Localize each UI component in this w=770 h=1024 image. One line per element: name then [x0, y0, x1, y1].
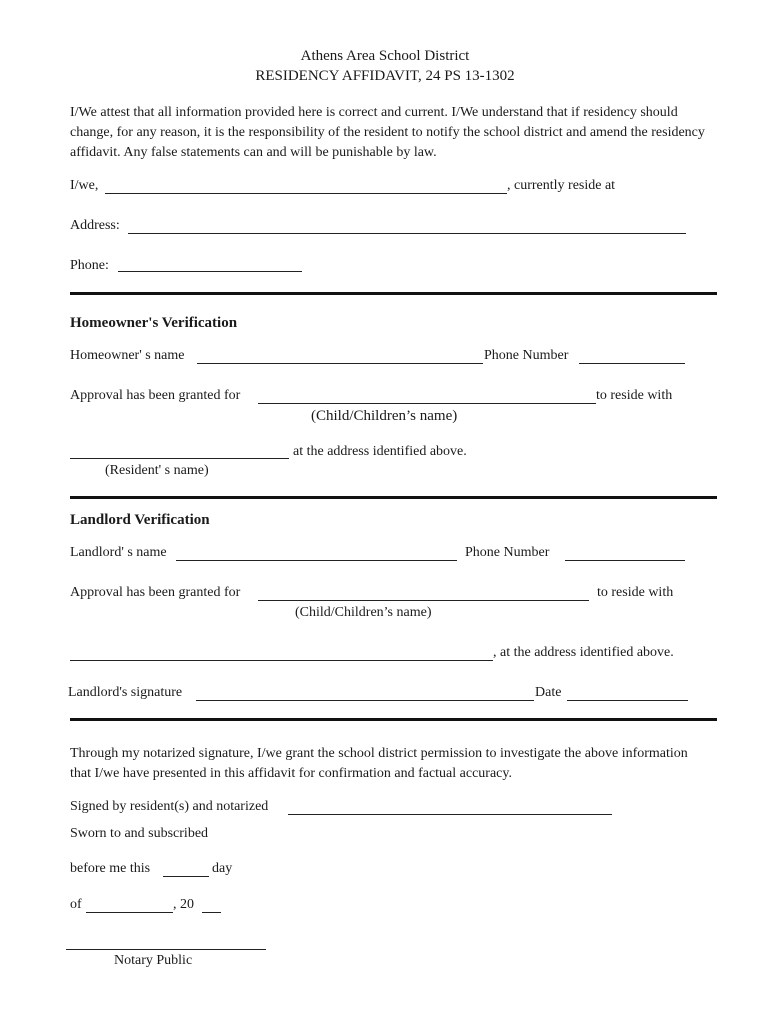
homeowner-resident-caption: (Resident' s name) [105, 463, 209, 478]
landlord-heading: Landlord Verification [70, 512, 210, 528]
homeowner-approval-label: Approval has been granted for [70, 388, 241, 403]
homeowner-reside-with-label: to reside with [596, 388, 673, 403]
homeowner-heading: Homeowner's Verification [70, 315, 238, 331]
landlord-child-caption: (Child/Children’s name) [295, 605, 432, 620]
landlord-reside-with-label: to reside with [597, 585, 674, 600]
reside-at-label: , currently reside at [507, 178, 616, 193]
phone-label: Phone: [70, 258, 109, 273]
homeowner-phone-label: Phone Number [484, 348, 569, 363]
landlord-resident-name-field[interactable] [70, 660, 493, 661]
homeowner-address-suffix: at the address identified above. [293, 444, 467, 459]
signed-notarized-label: Signed by resident(s) and notarized [70, 799, 269, 814]
homeowner-child-caption: (Child/Children’s name) [311, 408, 458, 424]
landlord-date-label: Date [535, 685, 562, 700]
landlord-child-name-field[interactable] [258, 600, 589, 601]
landlord-phone-field[interactable] [565, 560, 685, 561]
homeowner-child-name-field[interactable] [258, 403, 596, 404]
resident-signature-field[interactable] [288, 814, 612, 815]
landlord-phone-label: Phone Number [465, 545, 550, 560]
of-label: of [70, 897, 82, 912]
day-label: day [212, 861, 233, 876]
notary-statement: Through my notarized signature, I/we grant the school district permission to investigate the above information that I/we have presented in this affidavit for confirmation and factual accuracy. [70, 746, 688, 781]
sworn-label: Sworn to and subscribed [70, 826, 209, 841]
year-field[interactable] [202, 912, 221, 913]
landlord-approval-label: Approval has been granted for [70, 585, 241, 600]
section-divider [70, 496, 717, 499]
before-me-label: before me this [70, 861, 151, 876]
month-field[interactable] [86, 912, 173, 913]
notary-signature-field[interactable] [66, 949, 266, 950]
document-title: RESIDENCY AFFIDAVIT, 24 PS 13-1302 [255, 68, 515, 84]
day-field[interactable] [163, 876, 209, 877]
address-label: Address: [70, 218, 120, 233]
year-label: , 20 [173, 897, 194, 912]
homeowner-name-field[interactable] [197, 363, 483, 364]
intro-paragraph: I/We attest that all information provided here is correct and current. I/We understand that if residency should change, for any reason, it is the responsibility of the resident to notify the school district and amend the residency affidavit. Any false statements can and will be punishable by law. [70, 105, 705, 160]
iwe-label: I/we, [70, 178, 99, 193]
phone-field[interactable] [118, 271, 302, 272]
landlord-signature-field[interactable] [196, 700, 534, 701]
resident-name-field[interactable] [105, 193, 507, 194]
landlord-name-field[interactable] [176, 560, 457, 561]
notary-public-label: Notary Public [114, 953, 193, 968]
landlord-date-field[interactable] [567, 700, 688, 701]
homeowner-resident-name-field[interactable] [70, 458, 289, 459]
section-divider [70, 718, 717, 721]
section-divider [70, 292, 717, 295]
address-field[interactable] [128, 233, 686, 234]
homeowner-phone-field[interactable] [579, 363, 685, 364]
homeowner-name-label: Homeowner' s name [70, 348, 185, 363]
landlord-name-label: Landlord' s name [70, 545, 167, 560]
landlord-address-suffix: , at the address identified above. [493, 645, 674, 660]
landlord-signature-label: Landlord's signature [68, 685, 183, 700]
district-name: Athens Area School District [300, 48, 470, 64]
